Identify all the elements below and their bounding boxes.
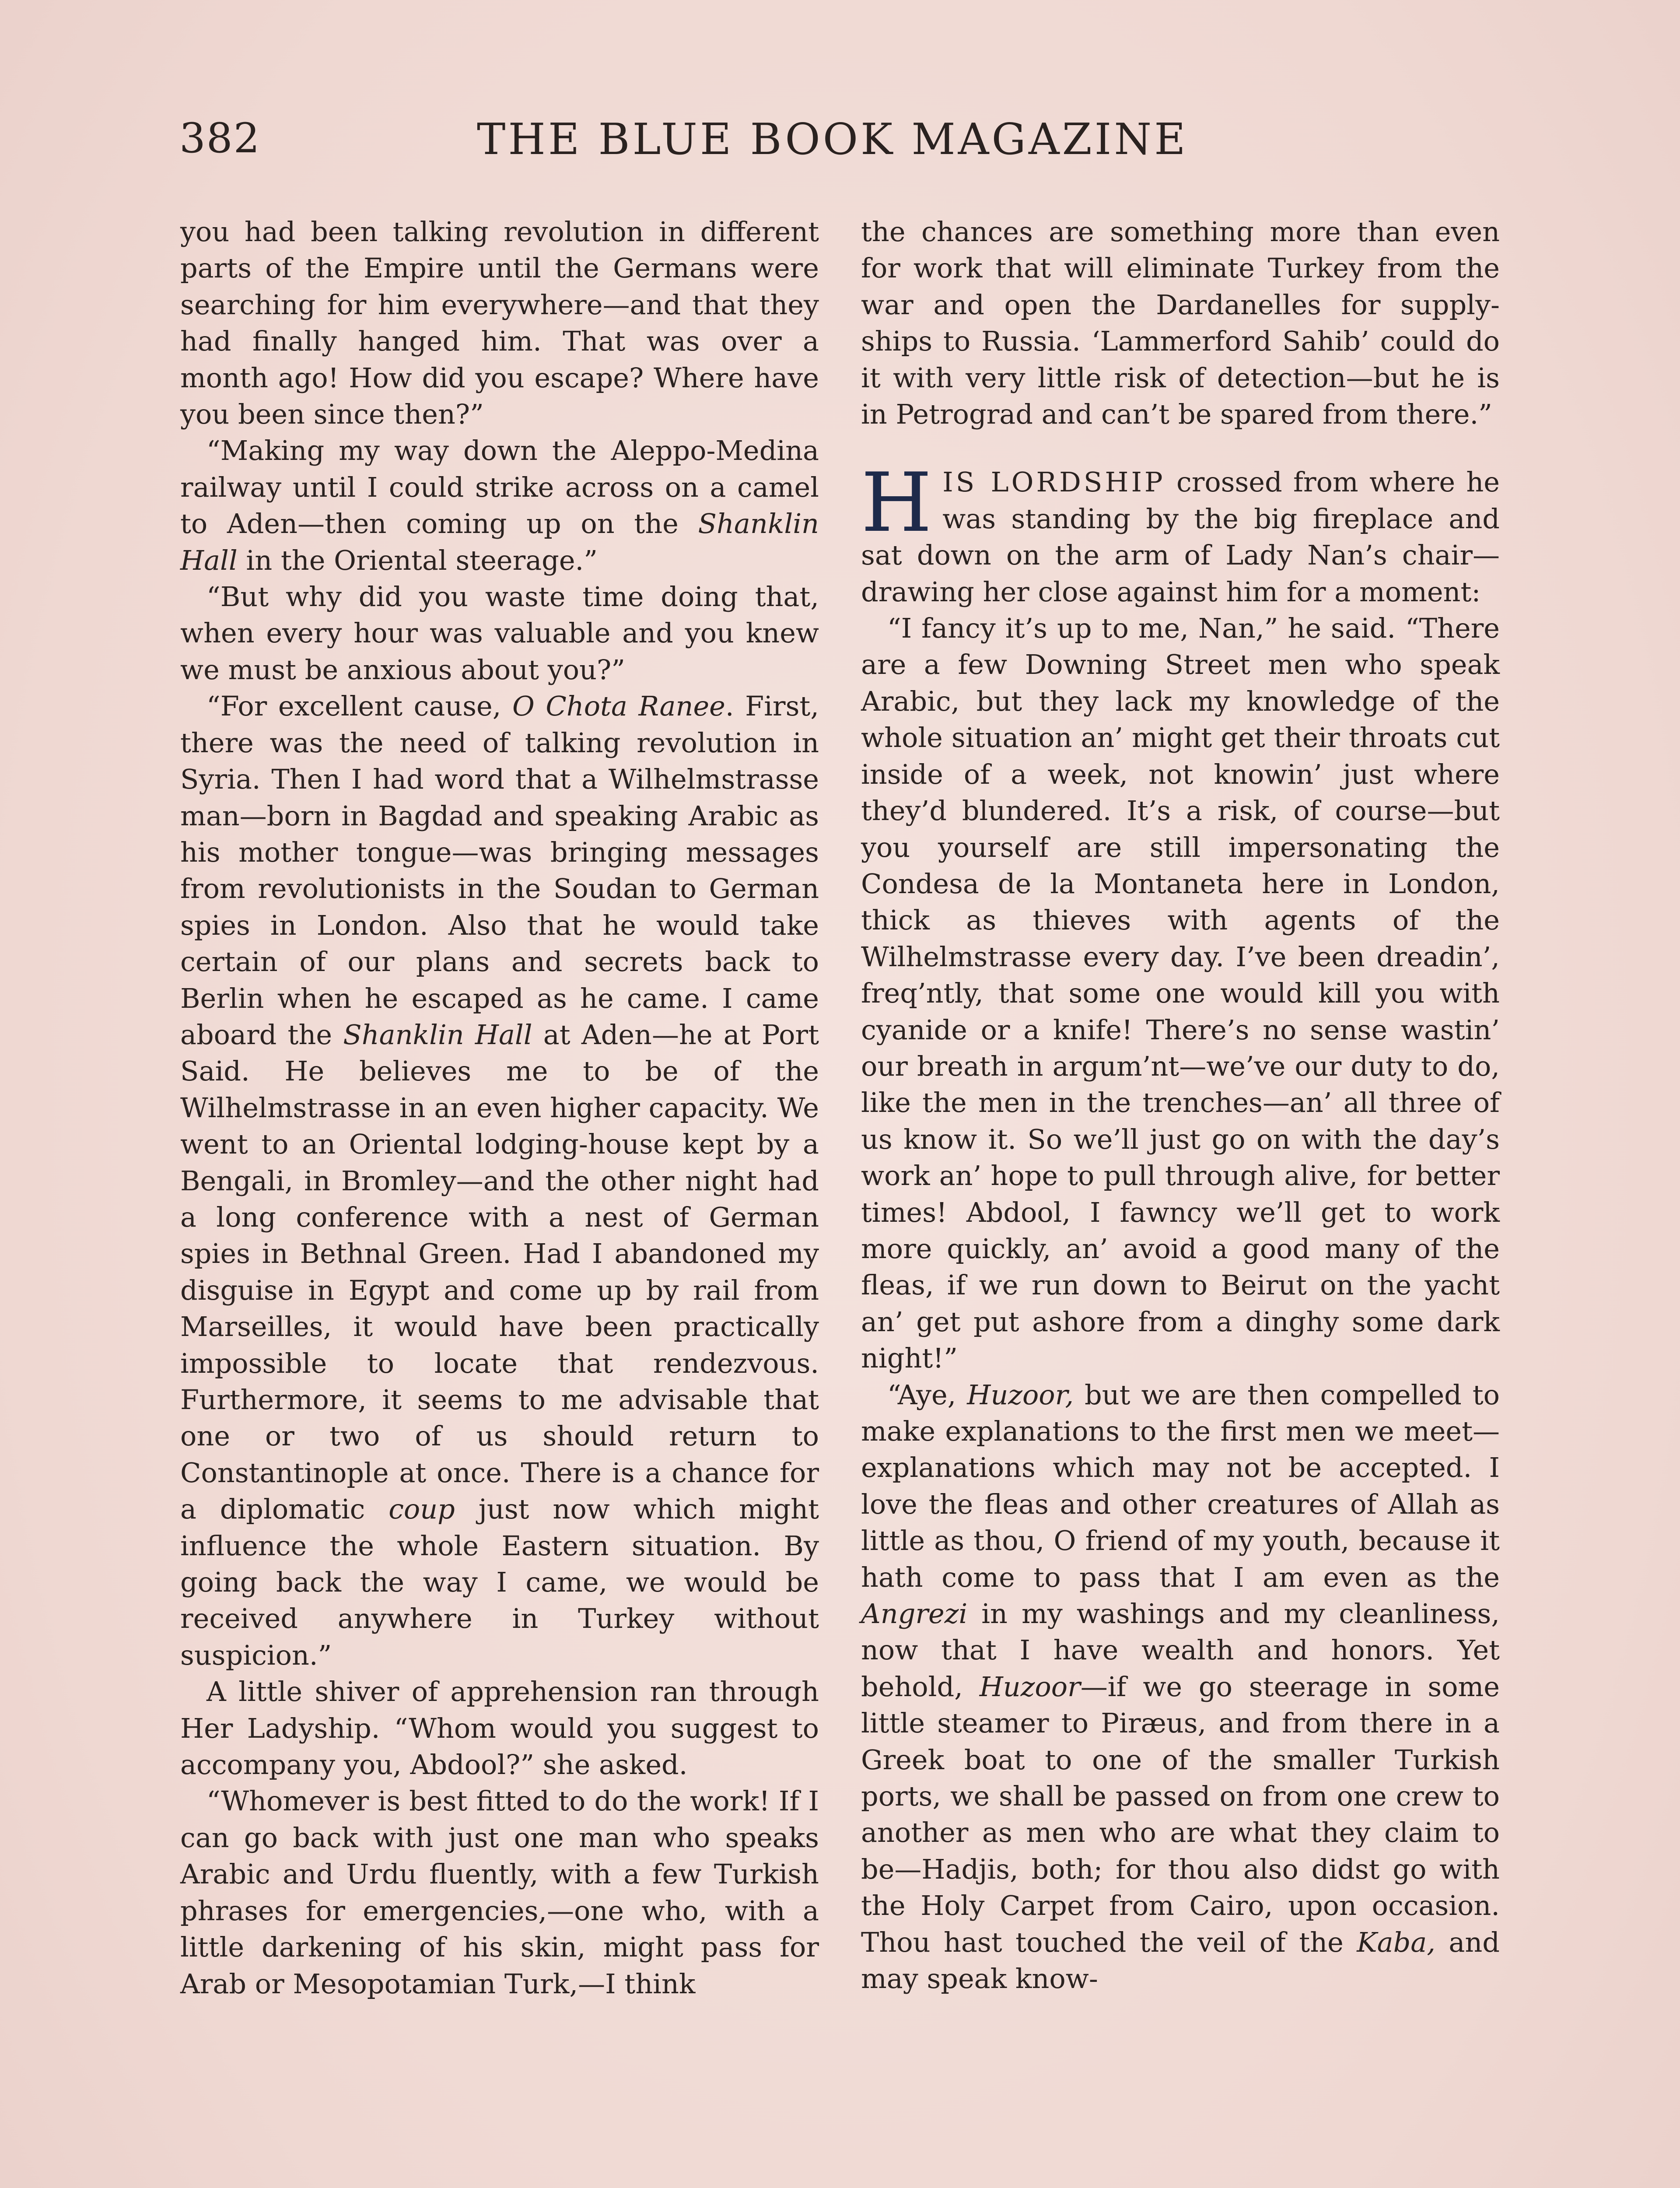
section-break bbox=[861, 432, 1500, 464]
paragraph: “But why did you waste time doing that, when every hour was valuable and you knew we must be anxious about you?” bbox=[180, 581, 819, 686]
left-column bbox=[180, 214, 819, 2002]
italic-word: coup bbox=[388, 1493, 455, 1525]
paragraph: “For excellent cause, O Chota Ranee. First, there was the need of talking revolution in Syria. Then I had word that a Wilhelmstrasse man—born in Bagdad and speaking Arabic as his mother tongue—was bringing messages from revolutionists in the Soudan to German spies in London. Also that he would take certain of our plans and secrets back to Berlin when he escaped as he came. I came aboard the Shanklin Hall at Aden—he at Port Said. He believes me to be of the Wilhelmstrasse in an even higher capacity. We went to an Oriental lodging-house kept by a Bengali, in Bromley—and the other night had a long conference with a nest of German spies in Bethnal Green. Had I abandoned my disguise in Egypt and come up by rail from Marseilles, it would have been practically impossible to locate that rendezvous. Furthermore, it seems to me advisable that one or two of us should return to Constantinople at once. There is a chance for a diplomatic coup just now which might influence the whole Eastern situation. By going back the way I came, we would be received anywhere in Turkey without suspicion.” bbox=[180, 690, 819, 1671]
right-column bbox=[861, 214, 1500, 1997]
page-header bbox=[179, 115, 1212, 172]
ship-name: Shanklin Hall bbox=[180, 508, 819, 576]
paragraph: “Aye, Huzoor, but we are then compelled to make explanations to the first men we meet—explanations which may not be accepted. I love the fleas and other creatures of Allah as little as thou, O friend of my youth, because it hath come to pass that I am even as the Angrezi in my washings and my cleanliness, now that I have wealth and honors. Yet behold, Huzoor—if we go steerage in some little steamer to Piræus, and from there in a Greek boat to one of the smaller Turkish ports, we shall be passed on from one crew to another as men who are what they claim to be—Hadjis, both; for thou also didst go with the Holy Carpet from Cairo, upon occasion. Thou hast touched the veil of the Kaba, and may speak know- bbox=[861, 1378, 1500, 1995]
italic-word: Huzoor bbox=[979, 1670, 1081, 1703]
paragraph: “Whomever is best fitted to do the work! If I can go back with just one man who speaks Arabic and Urdu fluently, with a few Turkish phrases for emergencies,—one who, with a little darkening of his skin, might pass for Arab or Mesopotamian Turk,—I think bbox=[180, 1785, 819, 2000]
paragraph: the chances are something more than even for work that will eliminate Turkey from the war and open the Dardanelles for supply-ships to Russia. ‘Lammerford Sahib’ could do it with very little risk of detection—but he is in Petrograd and can’t be spared from there.” bbox=[861, 216, 1500, 431]
drop-cap: H bbox=[861, 455, 932, 551]
paragraph: “Making my way down the Aleppo-Medina railway until I could strike across on a camel to Aden—then coming up on the Shanklin Hall in the Oriental steerage.” bbox=[180, 435, 819, 576]
paragraph: A little shiver of apprehension ran through Her Ladyship. “Whom would you suggest to accompany you, Abdool?” she asked. bbox=[180, 1676, 819, 1781]
italic-word: Kaba, bbox=[1357, 1926, 1435, 1958]
italic-address: O Chota Ranee bbox=[512, 690, 725, 722]
paragraph: “I fancy it’s up to me, Nan,” he said. “There are a few Downing Street men who speak Arabic, but they lack my knowledge of the whole situation an’ might get their throats cut inside of a week, not knowin’ just where they’d blundered. It’s a risk, of course—but you yourself are still impersonating the Condesa de la Montaneta here in London, thick as thieves with agents of the Wilhelmstrasse every day. I’ve been dreadin’, freq’ntly, that some one would kill you with cyanide or a knife! There’s no sense wastin’ our breath in argum’nt—we’ve our duty to do, like the men in the trenches—an’ all three of us know it. So we’ll just go on with the day’s work an’ hope to pull through alive, for better times! Abdool, I fawncy we’ll get to work more quickly, an’ avoid a good many of the fleas, if we run down to Beirut on the yacht an’ get put ashore from a dinghy some dark night!” bbox=[861, 612, 1500, 1375]
italic-word: Huzoor, bbox=[967, 1378, 1074, 1411]
paragraph: you had been talking revolution in different parts of the Empire until the Germans were searching for him everywhere—and that they had finally hanged him. That was over a month ago! How did you escape? Where have you been since then?” bbox=[180, 216, 819, 431]
page-number: 382 bbox=[179, 115, 261, 162]
small-caps-lead: IS LORDSHIP bbox=[942, 466, 1166, 498]
paragraph: HIS LORDSHIP crossed from where he was standing by the big fireplace and sat down on the arm of Lady Nan’s chair—drawing her close against him for a moment: bbox=[861, 455, 1500, 608]
italic-word: Angrezi bbox=[861, 1598, 968, 1630]
ship-name: Shanklin Hall bbox=[343, 1018, 532, 1051]
running-title: THE BLUE BOOK MAGAZINE bbox=[477, 115, 1188, 165]
